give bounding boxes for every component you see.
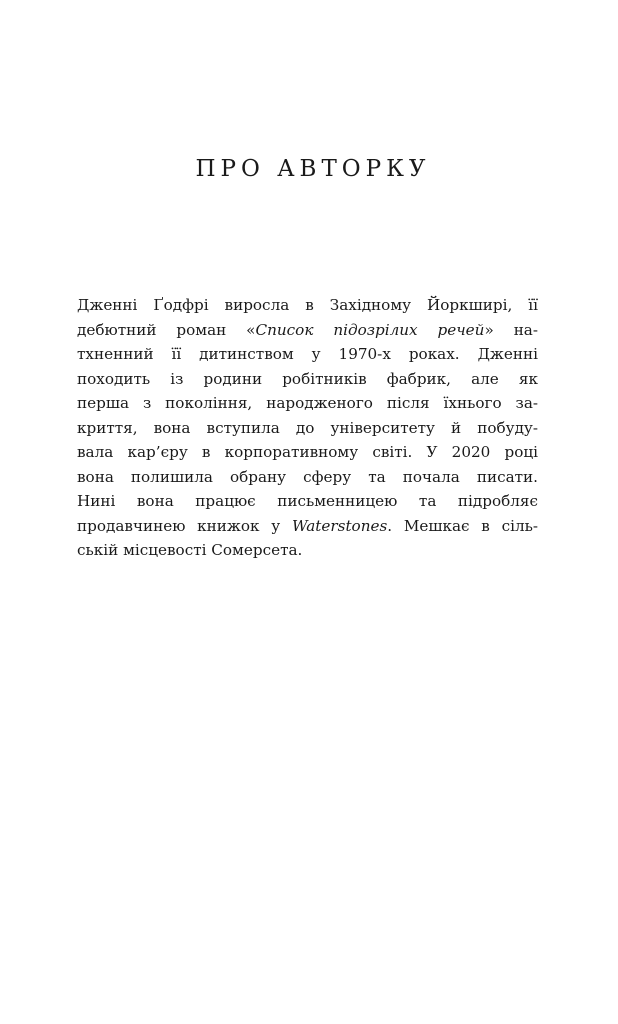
page-title: ПРО АВТОРКУ bbox=[195, 156, 431, 182]
text-segment: Нині вона працює письменницею та підробляє bbox=[77, 492, 538, 510]
text-segment: вона полишила обрану сферу та почала писати. bbox=[77, 467, 538, 486]
text-line bbox=[77, 440, 538, 465]
text-line bbox=[77, 416, 538, 441]
text-line bbox=[77, 514, 538, 539]
author-bio-paragraph bbox=[77, 293, 538, 563]
text-segment: криття, вона вступила до університету й побуду- bbox=[77, 418, 538, 437]
text-line bbox=[77, 293, 538, 318]
text-segment: перша з покоління, народженого після їхнього за- bbox=[77, 394, 538, 412]
text-line bbox=[77, 342, 538, 367]
text-line bbox=[77, 538, 538, 563]
italic-title-text: Список підозрілих речей bbox=[255, 320, 485, 339]
text-segment: ській місцевості Сомерсета. bbox=[77, 541, 303, 559]
text-segment: продавчинею книжок у bbox=[77, 516, 292, 535]
text-line bbox=[77, 489, 538, 514]
text-segment: . Мешкає в сіль- bbox=[387, 516, 538, 535]
text-line bbox=[77, 367, 538, 392]
text-segment: дебютний роман « bbox=[77, 320, 256, 339]
text-segment: тхненний її дитинством у 1970-х роках. Дженні bbox=[77, 345, 538, 363]
text-line bbox=[77, 391, 538, 416]
text-line bbox=[77, 465, 538, 490]
italic-title-text: Waterstones bbox=[291, 516, 388, 535]
text-segment: Дженні Ґодфрі виросла в Західному Йоркширі, її bbox=[77, 296, 538, 314]
text-line bbox=[77, 318, 538, 343]
text-segment: вала кар’єру в корпоративному світі. У 2020 році bbox=[77, 443, 538, 461]
text-segment: » на- bbox=[484, 320, 538, 339]
text-segment: походить із родини робітників фабрик, але як bbox=[77, 369, 538, 388]
